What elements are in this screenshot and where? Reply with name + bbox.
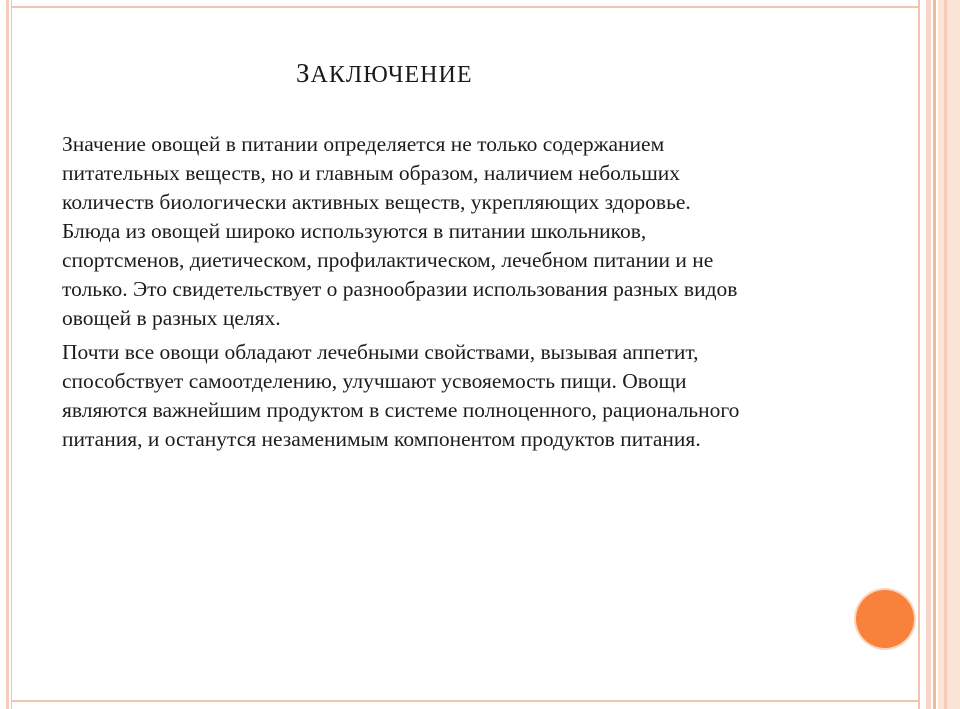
body-paragraph-2: Почти все овощи обладают лечебными свойствами, вызывая аппетит, способствует самоотделению, улучшают усвояемость пищи. Овощи являются важнейшим продуктом в системе полноценного, рационального питания, и останутся незаменимым компонентом продуктов питания. <box>62 340 740 451</box>
slide-title: ЗАКЛЮЧЕНИЕ <box>296 58 473 88</box>
right-decor-band <box>944 0 947 709</box>
slide-body <box>62 130 742 454</box>
right-decor-band <box>926 0 931 709</box>
orange-circle-decoration <box>856 590 914 648</box>
body-paragraph-1: Значение овощей в питании определяется не только содержанием питательных веществ, но и главным образом, наличием небольших количеств биологически активных веществ, укрепляющих здоровье. Блюда из овощей широко используются в питании школьников, спортсменов, диетическом, профилактическом, лечебном питании и не только. Это свидетельствует о разнообразии использования разных видов овощей в разных целях. <box>62 132 738 330</box>
frame-top-line <box>11 6 919 8</box>
frame-left-outer-line <box>6 0 9 709</box>
right-decor-band <box>933 0 936 709</box>
frame-left-inner-line <box>11 0 12 709</box>
right-decor-band <box>938 0 960 709</box>
frame-right-line <box>918 0 920 709</box>
frame-bottom-line <box>11 700 919 702</box>
